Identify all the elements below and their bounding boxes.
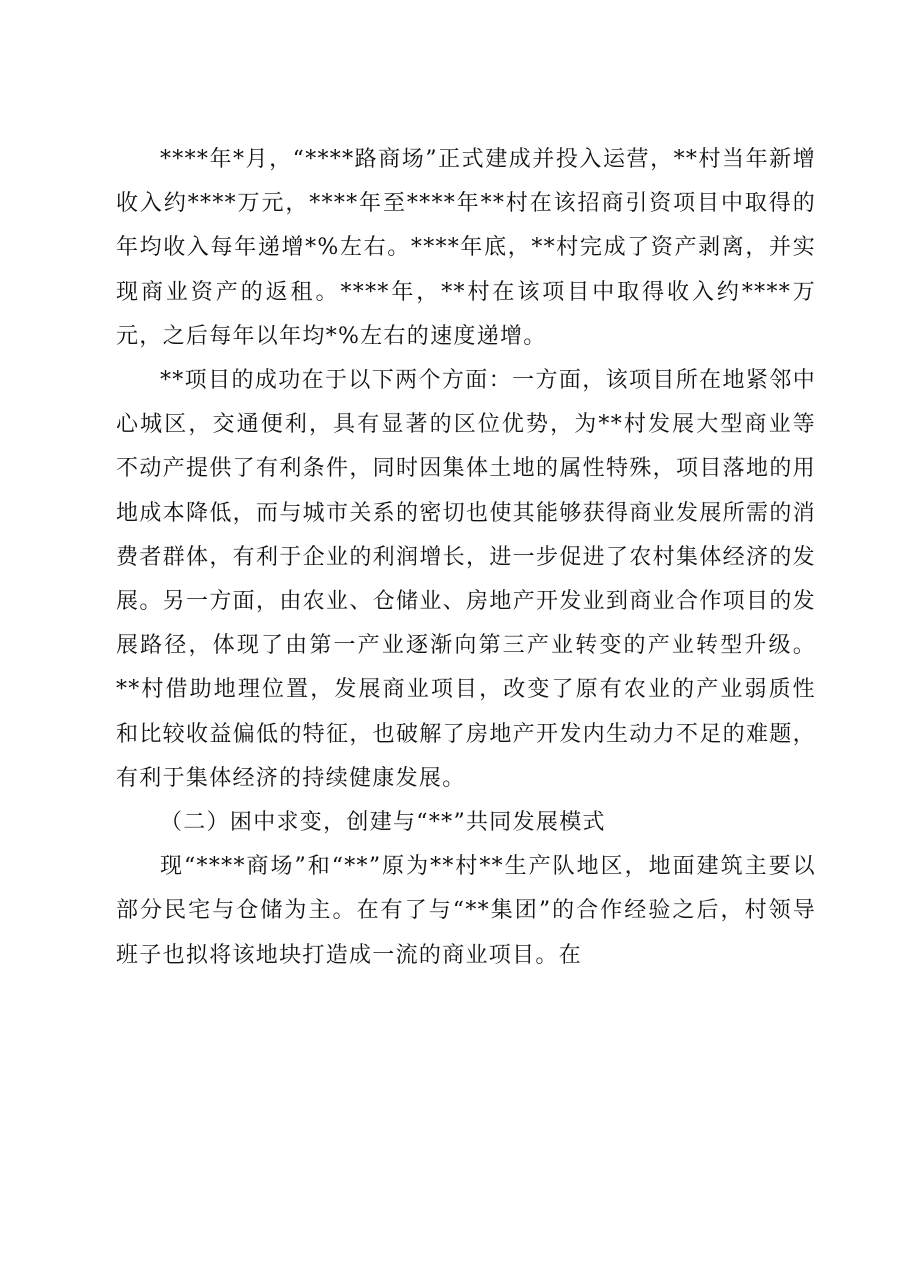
- paragraph-success-factors: **项目的成功在于以下两个方面：一方面，该项目所在地紧邻中心城区，交通便利，具有显著的区位优势，为**村发展大型商业等不动产提供了有利条件，同时因集体土地的属性特殊，项目落地的用地成本降低，而与城市关系的密切也使其能够获得商业发展所需的消费者群体，有利于企业的利润增长，进一步促进了农村集体经济的发展。另一方面，由农业、仓储业、房地产开发业到商业合作项目的发展路径，体现了由第一产业逐渐向第三产业转变的产业转型升级。**村借助地理位置，发展商业项目，改变了原有农业的产业弱质性和比较收益偏低的特征，也破解了房地产开发内生动力不足的难题，有利于集体经济的持续健康发展。: [116, 368, 816, 791]
- paragraph-revenue: ****年*月，“****路商场”正式建成并投入运营，**村当年新增收入约****万元，****年至****年**村在该招商引资项目中取得的年均收入每年递增*%左右。****年底，**村完成了资产剥离，并实现商业资产的返租。****年，**村在该项目中取得收入约****万元，之后每年以年均*%左右的速度递增。: [116, 147, 816, 349]
- document-body: [116, 138, 816, 978]
- paragraph-current-site: 现“****商场”和“**”原为**村**生产队地区，地面建筑主要以部分民宅与仓储为主。在有了与“**集团”的合作经验之后，村领导班子也拟将该地块打造成一流的商业项目。在: [116, 854, 816, 968]
- section-heading: （二）困中求变，创建与“**”共同发展模式: [160, 810, 606, 836]
